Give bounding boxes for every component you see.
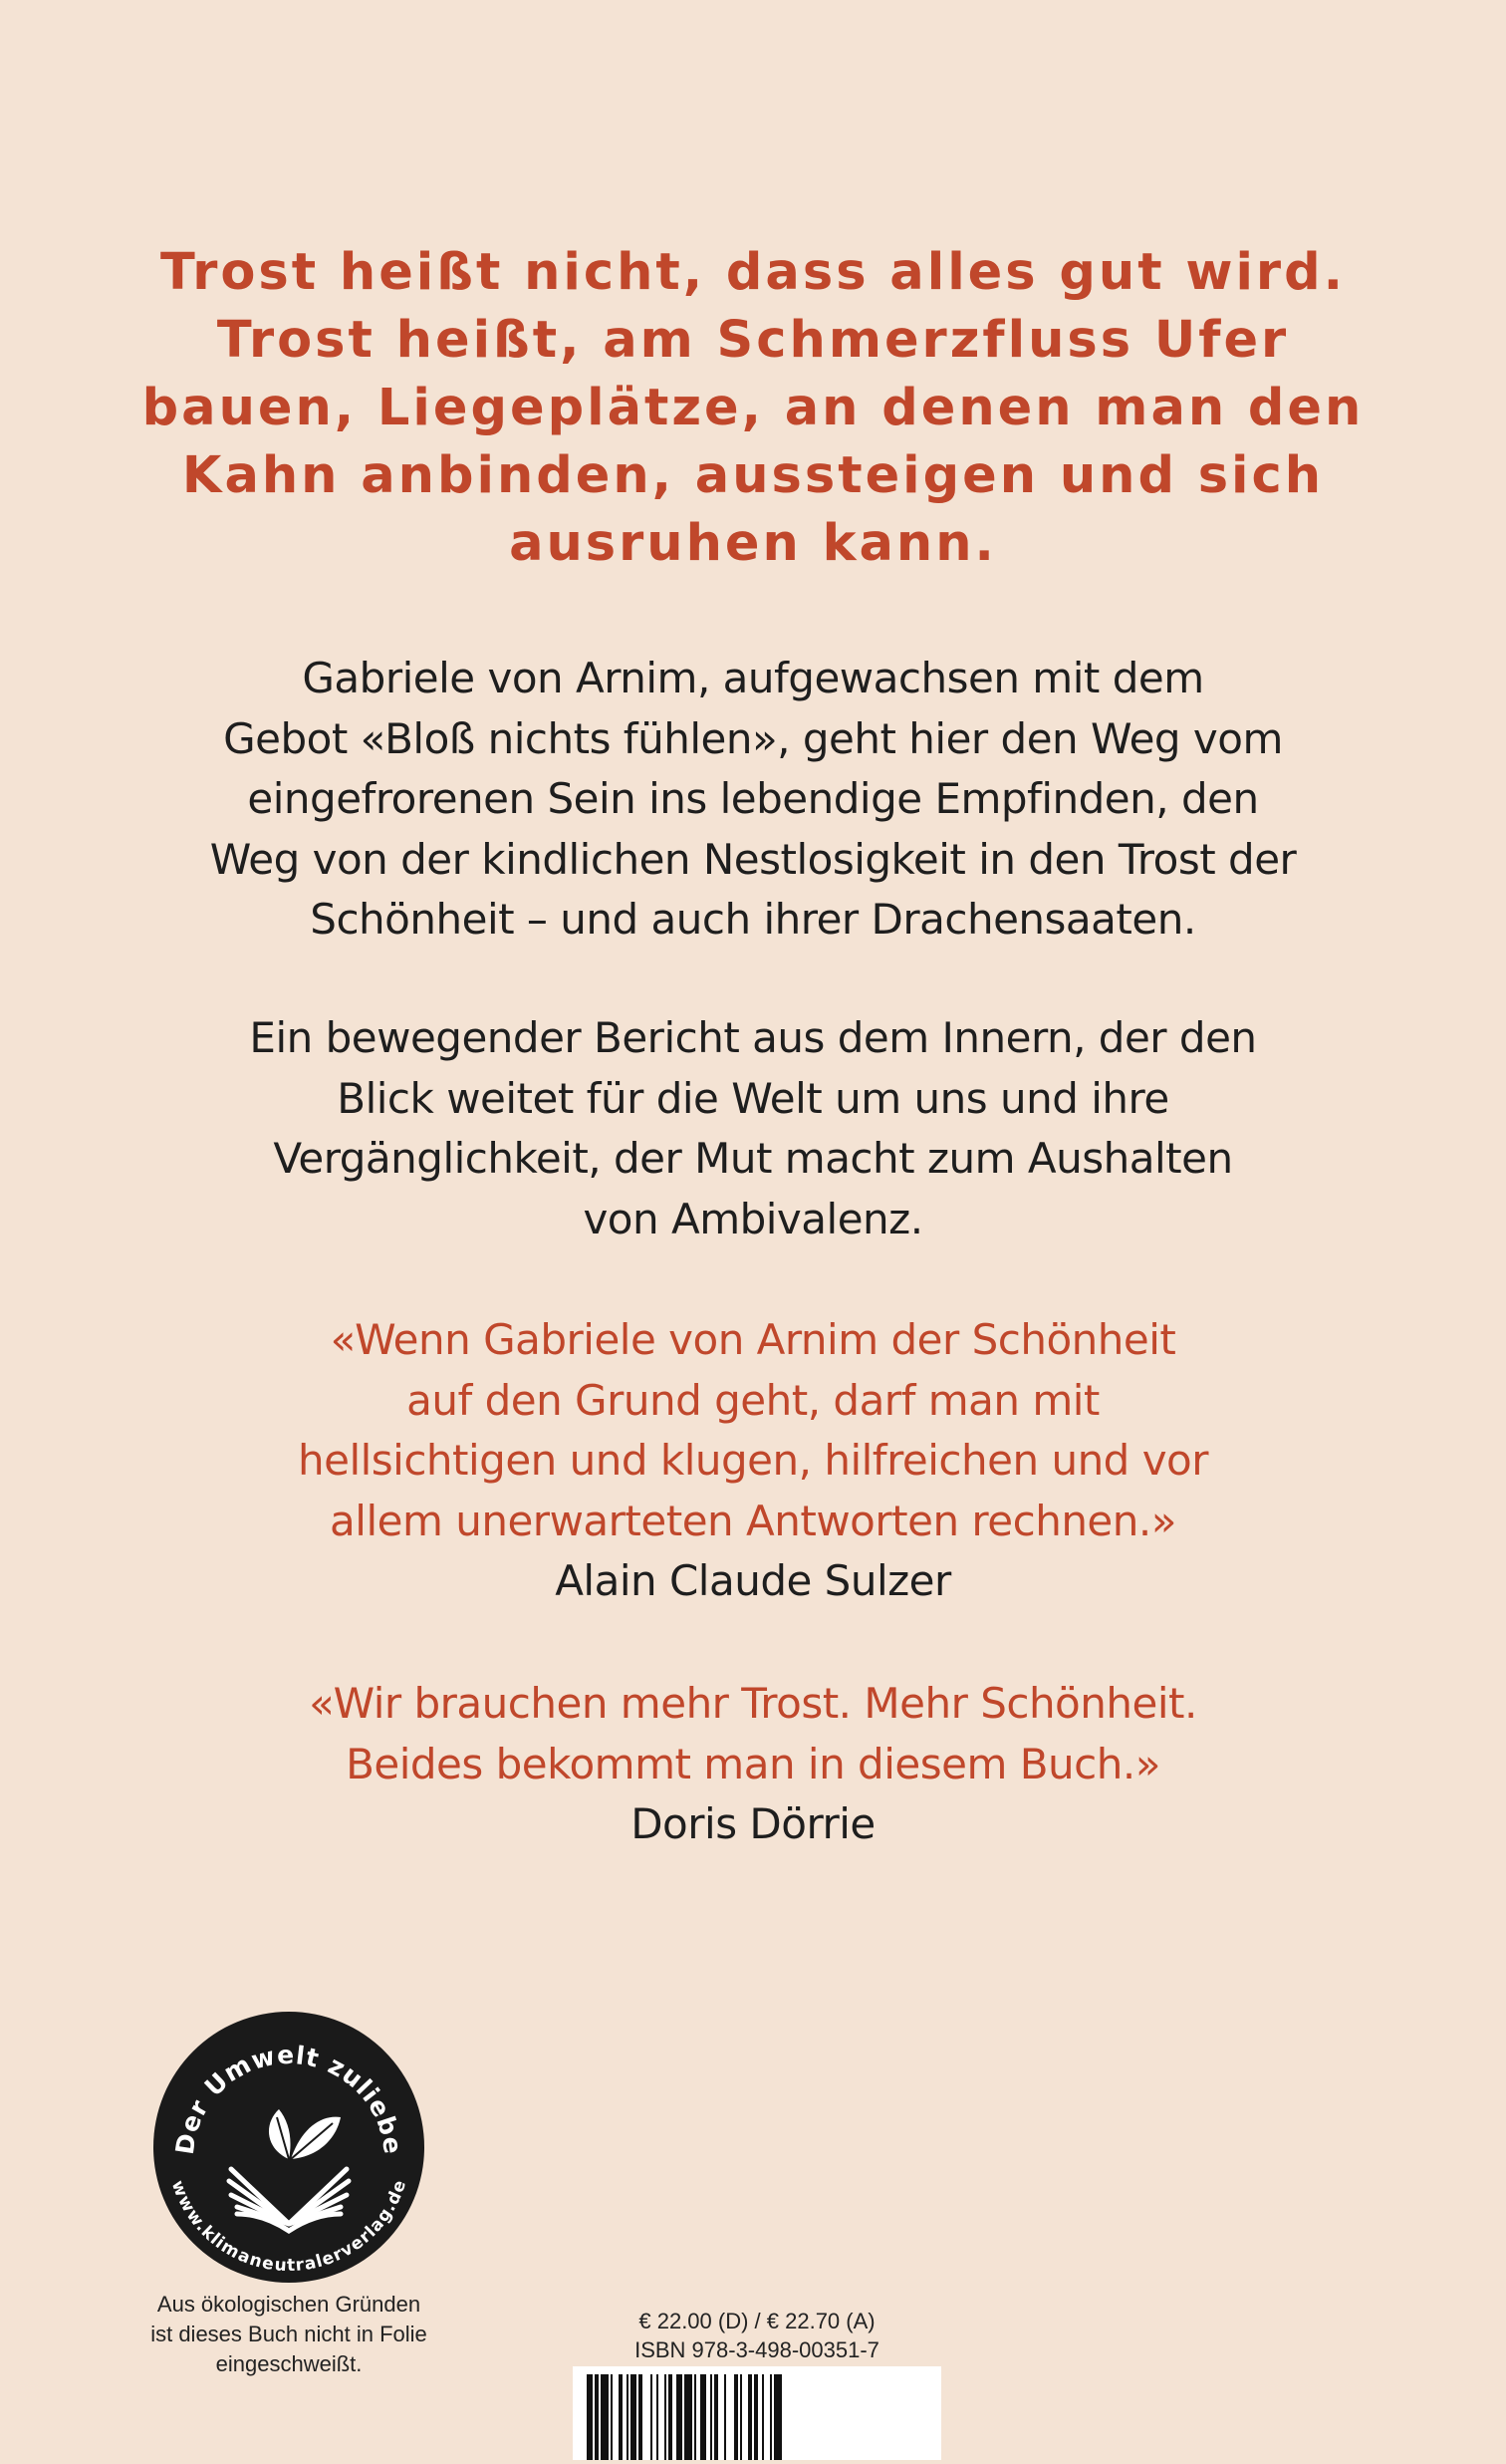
barcode-bar xyxy=(770,2374,772,2460)
barcode-bar xyxy=(619,2374,623,2460)
quote-line: «Wenn Gabriele von Arnim der Schönheit xyxy=(330,1315,1176,1364)
barcode-bar xyxy=(656,2374,658,2460)
eco-note-line: eingeschweißt. xyxy=(215,2351,363,2376)
barcode-bar xyxy=(724,2374,726,2460)
barcode-bar xyxy=(595,2374,599,2460)
motto-line: Trost heißt, am Schmerzfluss Ufer xyxy=(216,311,1290,370)
barcode-bar xyxy=(700,2374,706,2460)
review-quote xyxy=(0,1310,1506,1612)
badge-top-text: Der Umwelt zuliebe xyxy=(169,2040,408,2157)
motto-line: bauen, Liegeplätze, an denen man den xyxy=(141,379,1365,437)
barcode-bar xyxy=(714,2374,718,2460)
quote-author: Alain Claude Sulzer xyxy=(555,1556,951,1605)
barcode-bar xyxy=(664,2374,666,2460)
barcode-graphic xyxy=(573,2366,941,2460)
description-line: Weg von der kindlichen Nestlosigkeit in den Trost der xyxy=(209,834,1297,884)
barcode-bar xyxy=(668,2374,672,2460)
barcode-bar xyxy=(638,2374,642,2460)
quote-author: Doris Dörrie xyxy=(630,1799,876,1848)
barcode-bar xyxy=(754,2374,758,2460)
description-line: Blick weitet für die Welt um uns und ihre xyxy=(337,1073,1169,1123)
motto-line: ausruhen kann. xyxy=(509,514,997,573)
description-line: Vergänglichkeit, der Mut macht zum Aushalten xyxy=(273,1134,1233,1183)
description-paragraph xyxy=(0,649,1506,951)
eco-note-line: Aus ökologischen Gründen xyxy=(156,2292,421,2317)
description-line: Schönheit – und auch ihrer Drachensaaten. xyxy=(310,895,1196,944)
description-paragraph xyxy=(0,1008,1506,1249)
barcode-bar xyxy=(676,2374,682,2460)
description-line: Ein bewegender Bericht aus dem Innern, der den xyxy=(249,1013,1257,1062)
motto-text xyxy=(0,239,1506,578)
barcode-bar xyxy=(694,2374,696,2460)
eco-note xyxy=(110,2290,468,2379)
eco-badge xyxy=(151,2010,426,2285)
barcode-bar xyxy=(650,2374,652,2460)
price-info xyxy=(558,2307,956,2364)
barcode-bar xyxy=(740,2374,742,2460)
isbn-text: ISBN 978-3-498-00351-7 xyxy=(634,2337,879,2362)
badge-bottom-text: www.klimaneutralerverlag.de xyxy=(166,2177,411,2277)
review-quote xyxy=(0,1674,1506,1855)
quote-line: Beides bekommt man in diesem Buch.» xyxy=(346,1739,1160,1788)
barcode-bar xyxy=(684,2374,692,2460)
eco-badge-graphic xyxy=(151,2010,426,2285)
quote-line: hellsichtigen und klugen, hilfreichen und vor xyxy=(297,1436,1209,1485)
motto-line: Kahn anbinden, aussteigen und sich xyxy=(181,446,1325,505)
quote-line: auf den Grund geht, darf man mit xyxy=(406,1375,1100,1425)
description-line: von Ambivalenz. xyxy=(583,1194,923,1243)
barcode xyxy=(573,2366,941,2460)
barcode-bar xyxy=(748,2374,752,2460)
motto-line: Trost heißt nicht, dass alles gut wird. xyxy=(160,243,1346,302)
barcode-bar xyxy=(762,2374,764,2460)
barcode-bar xyxy=(587,2374,593,2460)
eco-note-line: ist dieses Buch nicht in Folie xyxy=(150,2322,427,2346)
quote-line: «Wir brauchen mehr Trost. Mehr Schönheit. xyxy=(309,1679,1197,1728)
barcode-bar xyxy=(710,2374,712,2460)
barcode-bar xyxy=(630,2374,636,2460)
price-text: € 22.00 (D) / € 22.70 (A) xyxy=(638,2309,876,2333)
description-line: eingefrorenen Sein ins lebendige Empfinden, den xyxy=(247,774,1259,823)
barcode-bar xyxy=(774,2374,782,2460)
description-line: Gebot «Bloß nichts fühlen», geht hier den Weg vom xyxy=(223,713,1283,763)
description-line: Gabriele von Arnim, aufgewachsen mit dem xyxy=(302,654,1204,702)
barcode-bar xyxy=(734,2374,738,2460)
barcode-bar xyxy=(611,2374,613,2460)
barcode-bar xyxy=(627,2374,628,2460)
quote-line: allem unerwarteten Antworten rechnen.» xyxy=(330,1496,1176,1545)
barcode-bar xyxy=(601,2374,609,2460)
